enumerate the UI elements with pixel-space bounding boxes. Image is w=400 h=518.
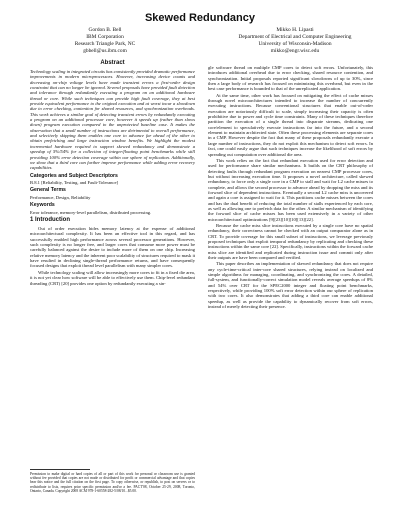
author-location: Research Triangle Park, NC bbox=[74, 41, 136, 47]
author-block-1 bbox=[40, 27, 170, 55]
author-location: University of Wisconsin-Madison bbox=[258, 41, 332, 47]
intro-paragraph-2: While technology scaling will allow increasingly more cores to fit in a fixed die area, it is not yet clear how software will be able to effectively use them. Chip-level redundant threading (CRT) [20] provides one option by redundantly executing a sin- bbox=[30, 269, 195, 286]
author-email: mikko@engr.wisc.edu bbox=[270, 48, 320, 54]
footnote-rule bbox=[30, 469, 90, 470]
keywords-heading: Keywords bbox=[30, 202, 55, 209]
abstract-text: Technology scaling in integrated circuits has consistently provided dramatic performance improvements in modern microprocessors. However, increasing device counts and decreasing on-chip voltage levels have made transient errors a first-order design constraint that can no longer be ignored. Several proposals have provided fault detection and tolerance through redundantly executing a program on an additional hardware thread or core. While such techniques can provide high fault coverage, they at best provide equivalent performance to the original execution and at worst incur a slowdown due to error checking, contention for shared resources, and synchronization overheads. This work achieves a similar goal of detecting transient errors by redundantly executing a program on an additional processor core, however it speeds up (rather than slows down) program execution compared to the unprotected baseline case. It makes the observation that a small number of instructions are detrimental to overall performance, and selectively skipping them enables one core to advance far ahead of the other to obtain prefetching and large instruction window benefits. We highlight the modest incremental hardware required to support skewed redundancy and demonstrate a speedup of 5%/54% for a collection of integer/floating point benchmarks while still providing 100% error detection coverage within our sphere of replication. Additionally, we show that a third core can further improve performance while adding error recovery capabilities. bbox=[30, 69, 195, 171]
general-terms-text: Performance, Design, Reliability bbox=[30, 194, 91, 200]
author-name: Mikko H. Lipasti bbox=[276, 27, 314, 33]
paper-title: Skewed Redundancy bbox=[144, 12, 256, 24]
author-affiliation: Department of Electrical and Computer Engineering bbox=[238, 34, 352, 40]
general-terms-heading: General Terms bbox=[30, 187, 66, 194]
author-email: gbbell@us.ibm.com bbox=[83, 48, 127, 54]
keywords-text: Error tolerance, memory-level parallelism, distributed processing. bbox=[30, 209, 152, 215]
body-paragraph-3: This work relies on the fact that redundant execution used for error detection and used for performance share similar mechanisms. It builds on the CRT philosophy of detecting faults through redundant program execution on nearest CMP processor cores, but without increasing execution time. It proposes a novel architecture, called skewed redundancy, to force only a single core in a CMP to stall and wait for L2 cache misses to complete, and allows the second processor to advance ahead by dropping the miss and its forward slice of dependent instructions. Eventually a second L2 cache miss is uncovered and again a core is assigned to wait for it. This partitions cache misses between the cores and has the dual benefit of reducing the total number of stalls experienced by each core, as well as allowing one to prefetch data for the other. A similar mechanism of identifying the forward slice of cache misses has been used extensively in a variety of other microarchitectural optimizations [9][23][10][10][13][22]. bbox=[208, 157, 373, 222]
categories-text: B.8.1 [Reliability, Testing, and Fault-Tolerance] bbox=[30, 180, 119, 186]
intro-heading: 1 Introduction bbox=[30, 217, 70, 224]
author-name: Gordon B. Bell bbox=[88, 27, 122, 33]
author-affiliation: IBM Corporation bbox=[86, 34, 124, 40]
body-paragraph-4: Because the cache miss slice instructions executed by a single core have no spatial redundancy, their correctness cannot be checked with an output comparator alone as in CRT. To provide coverage for this small subset of instructions, we leverage previously proposed techniques that exploit temporal redundancy by replicating and checking these instructions within the same core [22]. Specifically, instructions within the forward cache miss slice are identified and replicated during instruction issue and commit only after their outputs are have been compared and verified. bbox=[208, 222, 373, 261]
intro-paragraph-1: Out of order execution hides memory latency at the expense of additional microarchitectural complexity. It has been an effective tool in this regard, and has successfully enabled high performance across several processor generations. However, such complexity is no longer free, and larger cores that consume more power must be carefully balanced against the desire to include more of them on one chip. Increasing relative memory latency and the inherent poor scalability of structures required to mask it have resulted in declining single-thread performance returns, and have consequently focused designs that exploit thread level parallelism with many simpler cores. bbox=[30, 226, 195, 269]
body-paragraph-1: gle software thread on multiple CMP cores to detect soft errors. Unfortunately, this introduces additional overhead due to error checking, shared resource contention, and synchronization. Initial proposals reported significant slowdowns of up to 30%, since then a large body of research has focused on minimizing this overhead, but even in the best case performance is bounded to that of the unreplicated application. bbox=[208, 65, 373, 92]
body-paragraph-5: This paper describes an implementation of skewed redundancy that does not require any cycle-time-critical inter-core shared structures, relying instead on localized and simple algorithms for managing, coordinating, and synchronizing the cores. A detailed, full-system, and functionally-correct simulation model reveals average speedups of 8% and 54% over CRT for the SPEC2000 integer and floating point benchmarks, respectively, while providing 100% soft error detection within our sphere of replication with two cores. It also demonstrates that adding a third core can enable additional speedup, as well as provide the capability to dynamically recover from soft errors, instead of merely detecting their presence. bbox=[208, 261, 373, 310]
abstract-heading: Abstract bbox=[100, 60, 125, 66]
permission-footnote: Permission to make digital or hard copies of all or part of this work for personal or classroom use is granted without fee provided that copies are not made or distributed for profit or commercial advantage and that copies bear this notice and the full citation on the first page. To copy otherwise, or republish, to post on servers or to redistribute to lists, requires prior specific permission and/or a fee. PACT'08, October 25-29, 2008, Toronto, Ontario, Canada. Copyright 2008 ACM 978-1-60558-282-5/08/10...$5.00. bbox=[30, 472, 195, 493]
body-paragraph-2: At the same time, other work has focused on mitigating the effect of cache misses through novel microarchitectures intended to increase the number of concurrently executing instructions. Because conventional structures that enable out-of-order execution are notoriously difficult to scale, simply increasing their capacity is often prohibitive due to power and cycle time constraints. Many of these techniques therefore partition the execution of a single thread into disparate streams, dedicating one core/element to speculatively execute instructions far into the future, and a second element to maintain architected state. Often these processing elements are separate cores in a CMP. However despite the fact that many of these proposals redundantly execute a large number of instructions, they do not exploit this mechanism to detect soft errors. In fact, one could easily argue that such techniques increase the likelihood of soft errors by spreading out computation over additional die area. bbox=[208, 92, 373, 157]
right-column bbox=[208, 27, 373, 310]
categories-heading: Categories and Subject Descriptors bbox=[30, 172, 118, 179]
left-column bbox=[30, 58, 195, 287]
